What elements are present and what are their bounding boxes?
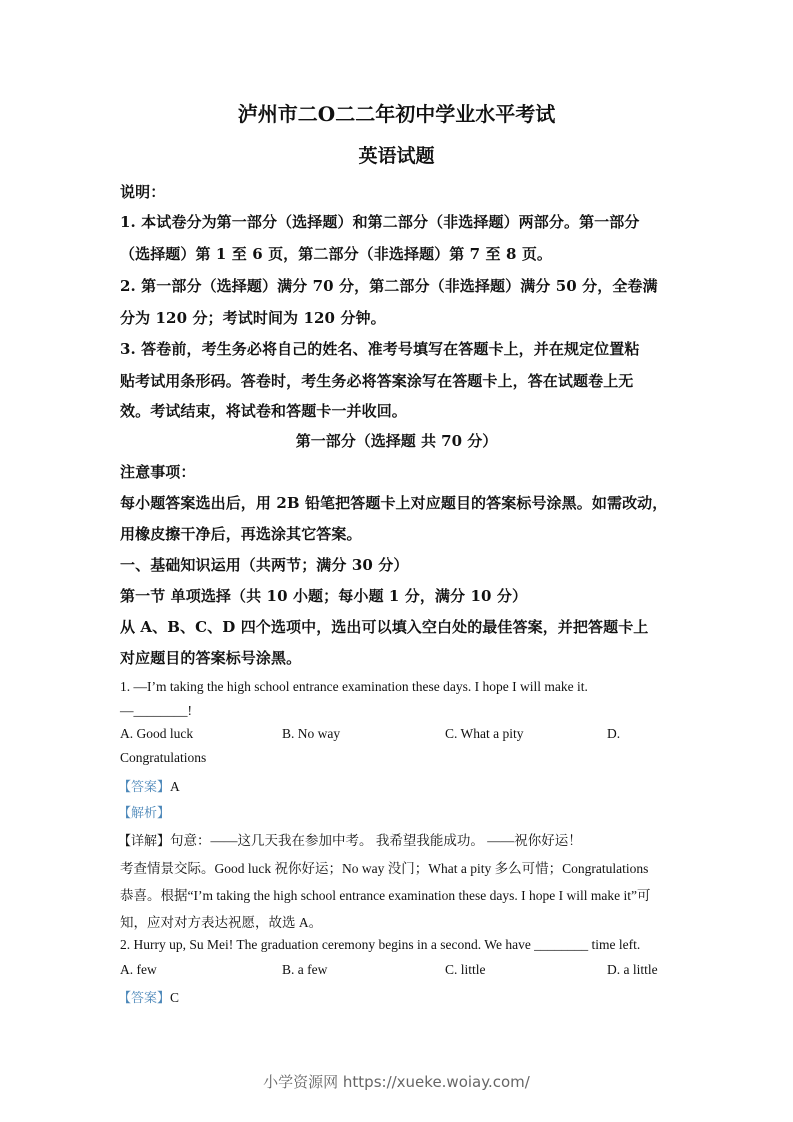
question-1-detail: [118, 829, 582, 850]
instruction-line: 效。考试结束，将试卷和答题卡一并收回。: [120, 402, 407, 420]
detail-line: 知，应对对方表达祝愿，故选 A。: [120, 915, 323, 930]
directions-line: 从 A、B、C、D 四个选项中，选出可以填入空白处的最佳答案，并把答题卡上: [120, 618, 649, 636]
answer-value: A: [170, 779, 180, 794]
directions-line: 对应题目的答案标号涂黑。: [120, 649, 302, 667]
detail-line: 恭喜。根据“I’m taking the high school entrance examination these days. I hope I will make it”可: [120, 888, 651, 903]
analysis-label: 【解析】: [118, 806, 171, 821]
question-2-option-d: D. a little: [607, 962, 658, 977]
instruction-line: （选择题）第 1 至 6 页，第二部分（非选择题）第 7 至 8 页。: [120, 245, 553, 263]
answer-label: 【答案】: [118, 991, 171, 1006]
question-1-option-c: C. What a pity: [445, 726, 524, 741]
watermark-footer: 小学资源网 https://xueke.woiay.com/: [263, 1073, 530, 1091]
question-1-blank: —________!: [120, 703, 192, 718]
detail-text: 句意：——这几天我在参加中考。 我希望我能成功。 ——祝你好运！: [170, 833, 582, 848]
question-2-option-a: A. few: [120, 962, 157, 977]
section-heading: 一、基础知识运用（共两节；满分 30 分）: [120, 556, 409, 574]
notes-heading: 注意事项：: [120, 463, 196, 481]
question-1-stem: 1. —I’m taking the high school entrance examination these days. I hope I will make it.: [120, 679, 588, 694]
question-1-option-b: B. No way: [282, 726, 341, 741]
instructions-heading: 说明：: [120, 183, 166, 201]
exam-subtitle: 英语试题: [358, 145, 435, 167]
question-1-analysis: [118, 802, 170, 822]
subsection-heading: 第一节 单项选择（共 10 小题；每小题 1 分，满分 10 分）: [120, 587, 528, 605]
detail-line: 考查情景交际。Good luck 祝你好运；No way 没门；What a pity 多么可惜；Congratulations: [120, 861, 649, 876]
instruction-line: 分为 120 分；考试时间为 120 分钟。: [120, 309, 386, 327]
exam-title: 泸州市二O二二年初中学业水平考试: [237, 102, 556, 126]
question-2-stem: 2. Hurry up, Su Mei! The graduation ceremony begins in a second. We have ________ time left.: [120, 937, 641, 952]
question-2-option-c: C. little: [445, 962, 486, 977]
answer-label: 【答案】: [118, 780, 171, 795]
instruction-line: 2. 第一部分（选择题）满分 70 分，第二部分（非选择题）满分 50 分，全卷满: [120, 277, 658, 295]
instruction-line: 1. 本试卷分为第一部分（选择题）和第二部分（非选择题）两部分。第一部分: [120, 213, 640, 231]
detail-label: 【详解】: [118, 834, 171, 849]
instruction-line: 贴考试用条形码。答卷时，考生务必将答案涂写在答题卡上，答在试题卷上无: [120, 372, 634, 390]
notes-line: 用橡皮擦干净后，再选涂其它答案。: [120, 525, 362, 543]
question-2-answer: [118, 987, 179, 1007]
question-1-option-d: D.: [607, 726, 621, 741]
question-1-answer: [118, 776, 180, 796]
instruction-line: 3. 答卷前，考生务必将自己的姓名、准考号填写在答题卡上，并在规定位置粘: [120, 340, 640, 358]
question-1-option-a: A. Good luck: [120, 726, 194, 741]
answer-value: C: [170, 990, 180, 1005]
notes-line: 每小题答案选出后，用 2B 铅笔把答题卡上对应题目的答案标号涂黑。如需改动，: [120, 494, 668, 512]
question-1-option-d-text: Congratulations: [120, 750, 207, 765]
part-one-heading: 第一部分（选择题 共 70 分）: [295, 432, 498, 450]
question-2-option-b: B. a few: [282, 962, 328, 977]
